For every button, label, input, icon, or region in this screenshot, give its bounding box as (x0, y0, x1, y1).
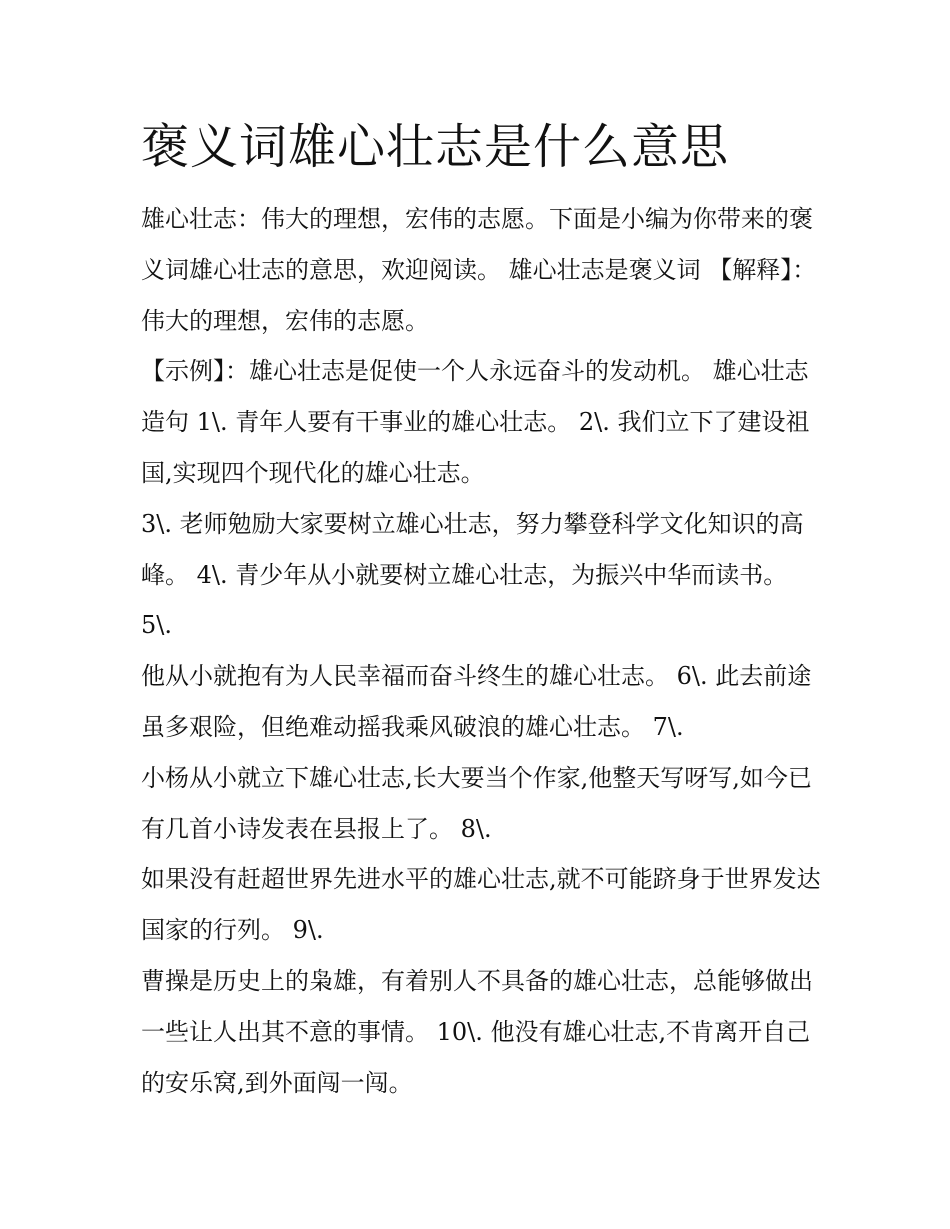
paragraph-2: 【示例】：雄心壮志是促使一个人永远奋斗的发动机。 雄心壮志造句 1\. 青年人要有干事业的雄心壮志。 2\. 我们立下了建设祖国,实现四个现代化的雄心壮志。 (141, 357, 810, 487)
document-title: 褒义词雄心壮志是什么意思 (141, 119, 730, 175)
paragraph-1: 雄心壮志：伟大的理想，宏伟的志愿。下面是小编为你带来的褒义词雄心壮志的意思，欢迎阅读。 雄心壮志是褒义词 【解释】：伟大的理想，宏伟的志愿。 (141, 205, 817, 335)
document-body (141, 194, 821, 1108)
paragraph-3: 3\. 老师勉励大家要树立雄心壮志，努力攀登科学文化知识的高峰。 4\. 青少年从小就要树立雄心壮志，为振兴中华而读书。 5\. (141, 509, 804, 640)
paragraph-6: 如果没有赶超世界先进水平的雄心壮志,就不可能跻身于世界发达国家的行列。 9\. (141, 865, 821, 945)
paragraph-5: 小杨从小就立下雄心壮志,长大要当个作家,他整天写呀写,如今已有几首小诗发表在县报上了。 8\. (141, 763, 812, 843)
document-content (141, 112, 821, 1108)
paragraph-4: 他从小就抱有为人民幸福而奋斗终生的雄心壮志。 6\. 此去前途虽多艰险，但绝难动摇我乘风破浪的雄心壮志。 7\. (141, 662, 812, 741)
paragraph-7: 曹操是历史上的枭雄，有着别人不具备的雄心壮志，总能够做出一些让人出其不意的事情。 10\. 他没有雄心壮志,不肯离开自己的安乐窝,到外面闯一闯。 (141, 966, 813, 1097)
